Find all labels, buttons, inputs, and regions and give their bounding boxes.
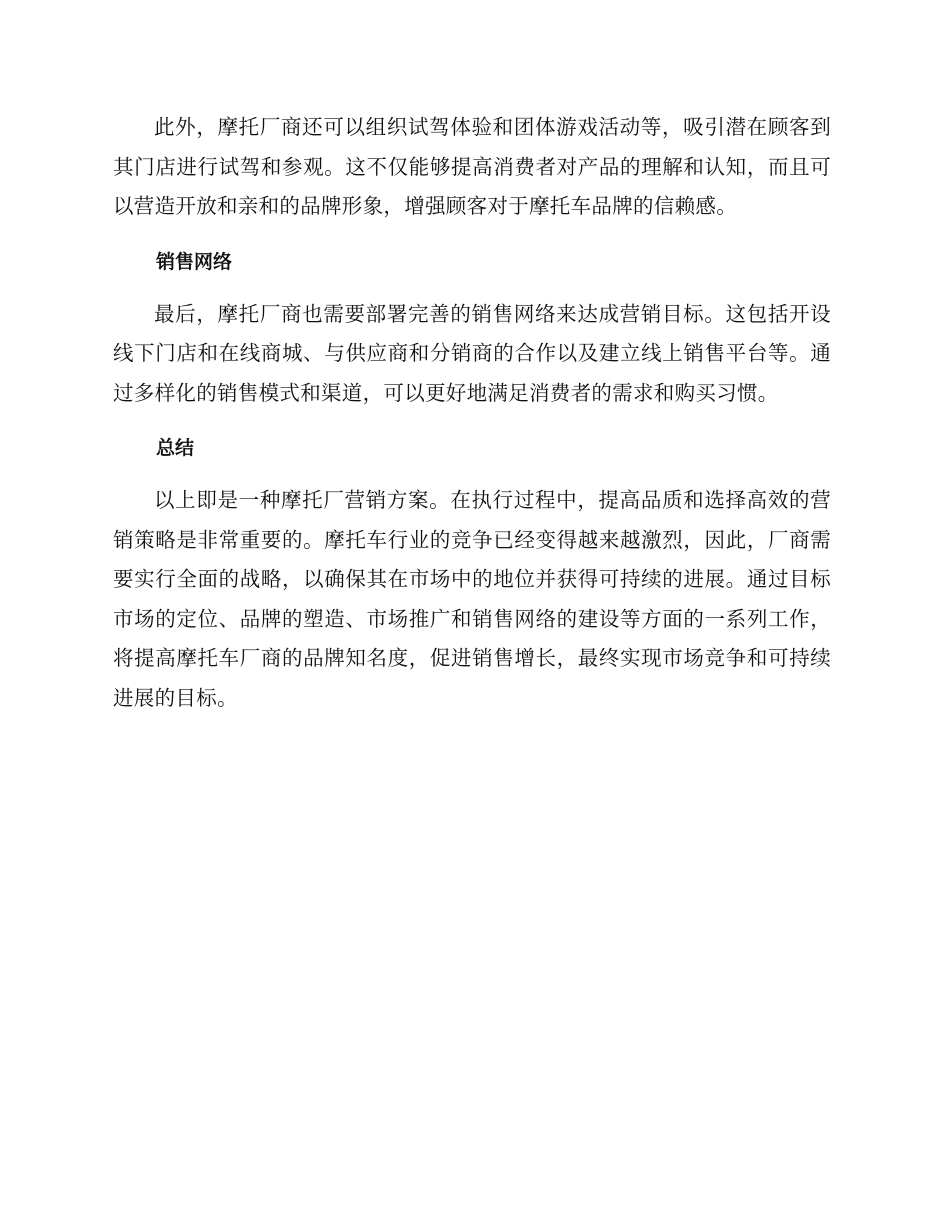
paragraph-test-ride-activities: 此外，摩托厂商还可以组织试驾体验和团体游戏活动等，吸引潜在顾客到其门店进行试驾和参观。这不仅能够提高消费者对产品的理解和认知，而且可以营造开放和亲和的品牌形象，增强顾客对于摩托车品牌的信赖感。 xyxy=(113,115,831,218)
spacer xyxy=(113,466,831,481)
paragraph-summary: 以上即是一种摩托厂营销方案。在执行过程中，提高品质和选择高效的营销策略是非常重要的。摩托车行业的竞争已经变得越来越激烈，因此，厂商需要实行全面的战略，以确保其在市场中的地位并获得可持续的进展。通过目标市场的定位、品牌的塑造、市场推广和销售网络的建设等方面的一系列工作，将提高摩托车厂商的品牌知名度，促进销售增长，最终实现市场竞争和可持续进展的目标。 xyxy=(113,488,831,710)
paragraph-sales-network: 最后，摩托厂商也需要部署完善的销售网络来达成营销目标。这包括开设线下门店和在线商城、与供应商和分销商的合作以及建立线上销售平台等。通过多样化的销售模式和渠道，可以更好地满足消费者的需求和购买习惯。 xyxy=(113,301,831,405)
spacer xyxy=(113,413,831,430)
spacer xyxy=(113,280,831,295)
section-heading-sales-network: 销售网络 xyxy=(156,250,233,273)
section-heading-summary: 总结 xyxy=(156,437,195,459)
spacer xyxy=(113,227,831,244)
document-page xyxy=(113,108,831,718)
